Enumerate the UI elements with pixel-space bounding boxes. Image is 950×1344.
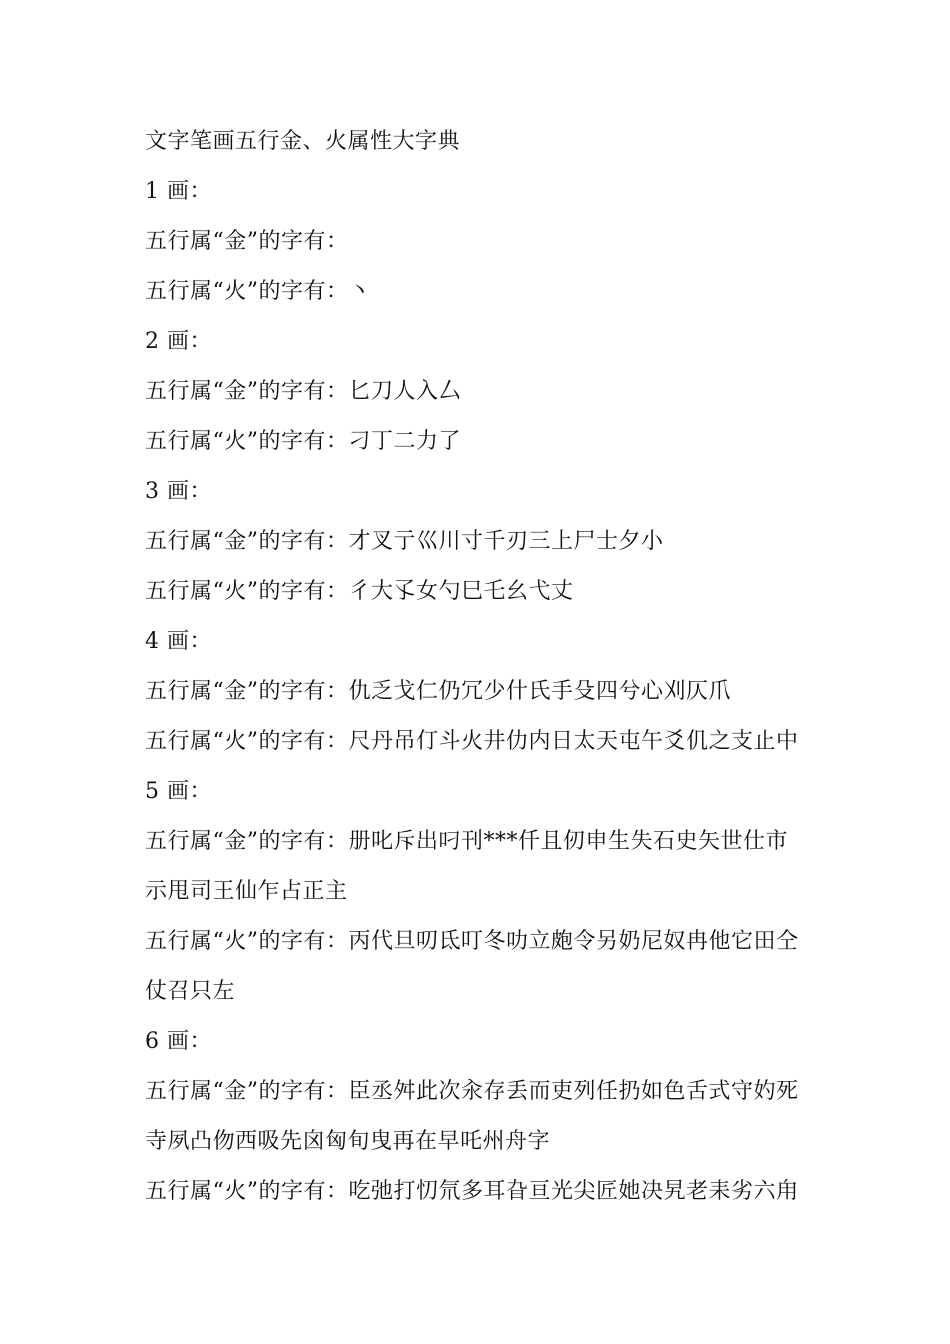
- metal-chars-1: 五行属“金”的字有：: [145, 229, 349, 254]
- metal-chars-3: 五行属“金”的字有：才叉亍巛川寸千刃三上尸士夕小: [145, 529, 664, 554]
- metal-chars-6: 五行属“金”的字有：臣丞舛此次汆存丢而吏列任扔如色舌式守妁死: [145, 1079, 799, 1104]
- fire-chars-1: 五行属“火”的字有：丶: [145, 279, 371, 304]
- metal-chars-2: 五行属“金”的字有：匕刀人入厶: [145, 379, 461, 404]
- fire-chars-3: 五行属“火”的字有：彳大孓女勺巳乇幺弋丈: [145, 579, 574, 604]
- document-title: 文字笔画五行金、火属性大字典: [145, 129, 461, 154]
- stroke-heading-6: 6 画：: [145, 1029, 212, 1054]
- metal-chars-6-cont: 寺夙凸伆西吸先囟匈旬曳再在早吒州舟字: [145, 1129, 551, 1154]
- fire-chars-2: 五行属“火”的字有：刁丁二力了: [145, 429, 461, 454]
- fire-chars-6: 五行属“火”的字有：吃弛打忉氘多耳旮亘光尖匠她决旯老耒劣六甪: [145, 1179, 799, 1204]
- stroke-heading-1: 1 画：: [145, 179, 212, 204]
- stroke-heading-4: 4 画：: [145, 629, 212, 654]
- stroke-heading-3: 3 画：: [145, 479, 212, 504]
- fire-chars-5-cont: 仗召只左: [145, 979, 236, 1004]
- stroke-heading-2: 2 画：: [145, 329, 212, 354]
- stroke-heading-5: 5 画：: [145, 779, 212, 804]
- document-body: [145, 117, 815, 1217]
- metal-chars-4: 五行属“金”的字有：仇乏戈仁仍冗少什氏手殳四兮心刈仄爪: [145, 679, 731, 704]
- fire-chars-4: 五行属“火”的字有：尺丹吊仃斗火井仂内日太天屯午爻仉之支止中: [145, 729, 799, 754]
- metal-chars-5-cont: 示甩司王仙乍占正主: [145, 879, 348, 904]
- metal-chars-5: 五行属“金”的字有：册叱斥出叼刊***仟且仞申生失石史矢世仕市: [145, 829, 788, 854]
- fire-chars-5: 五行属“火”的字有：丙代旦叨氐叮冬叻立皰令另奶尼奴冉他它田仝: [145, 929, 799, 954]
